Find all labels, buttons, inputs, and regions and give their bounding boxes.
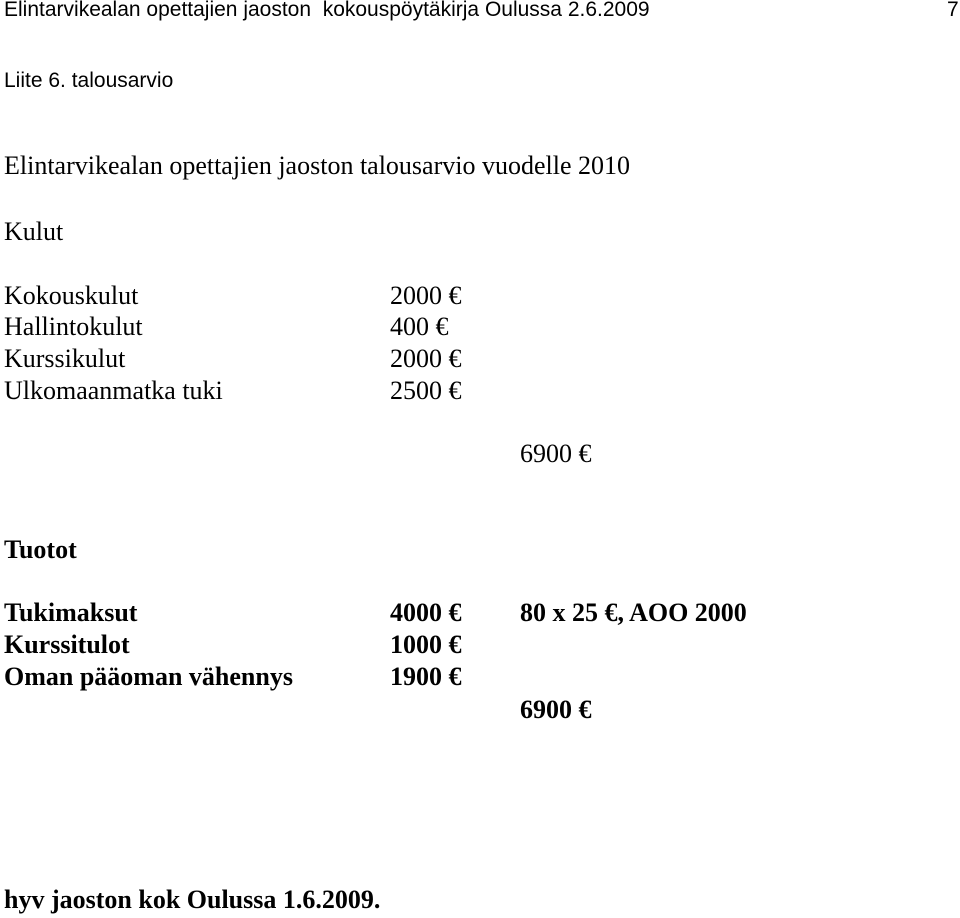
expense-label: Kurssikulut bbox=[4, 344, 126, 373]
expense-label: Hallintokulut bbox=[4, 312, 143, 341]
income-label: Tukimaksut bbox=[4, 598, 138, 627]
expense-label: Kokouskulut bbox=[4, 281, 139, 310]
income-row bbox=[4, 632, 904, 662]
budget-title: Elintarvikealan opettajien jaoston talousarvio vuodelle 2010 bbox=[4, 151, 630, 180]
expense-row bbox=[4, 378, 904, 408]
income-row bbox=[4, 664, 904, 694]
expense-amount: 2500 € bbox=[390, 376, 462, 405]
income-note: 80 x 25 €, AOO 2000 bbox=[520, 598, 747, 627]
expenses-total: 6900 € bbox=[520, 439, 592, 468]
approval-note: hyv jaoston kok Oulussa 1.6.2009. bbox=[4, 885, 381, 914]
income-heading: Tuotot bbox=[4, 535, 77, 564]
document-header-title: Elintarvikealan opettajien jaoston kokouspöytäkirja Oulussa 2.6.2009 bbox=[4, 0, 650, 21]
expense-amount: 400 € bbox=[390, 312, 449, 341]
income-label: Oman pääoman vähennys bbox=[4, 662, 293, 691]
income-amount: 1900 € bbox=[390, 662, 462, 691]
page-number: 7 bbox=[947, 0, 959, 21]
income-amount: 1000 € bbox=[390, 630, 462, 659]
income-total: 6900 € bbox=[520, 695, 592, 724]
expense-amount: 2000 € bbox=[390, 344, 462, 373]
income-row bbox=[4, 600, 904, 630]
expense-row bbox=[4, 346, 904, 376]
expenses-heading: Kulut bbox=[4, 217, 64, 246]
income-label: Kurssitulot bbox=[4, 630, 130, 659]
expense-amount: 2000 € bbox=[390, 281, 462, 310]
expense-row bbox=[4, 314, 904, 344]
appendix-label: Liite 6. talousarvio bbox=[4, 69, 174, 92]
income-amount: 4000 € bbox=[390, 598, 462, 627]
expense-label: Ulkomaanmatka tuki bbox=[4, 376, 223, 405]
expense-row bbox=[4, 283, 904, 313]
